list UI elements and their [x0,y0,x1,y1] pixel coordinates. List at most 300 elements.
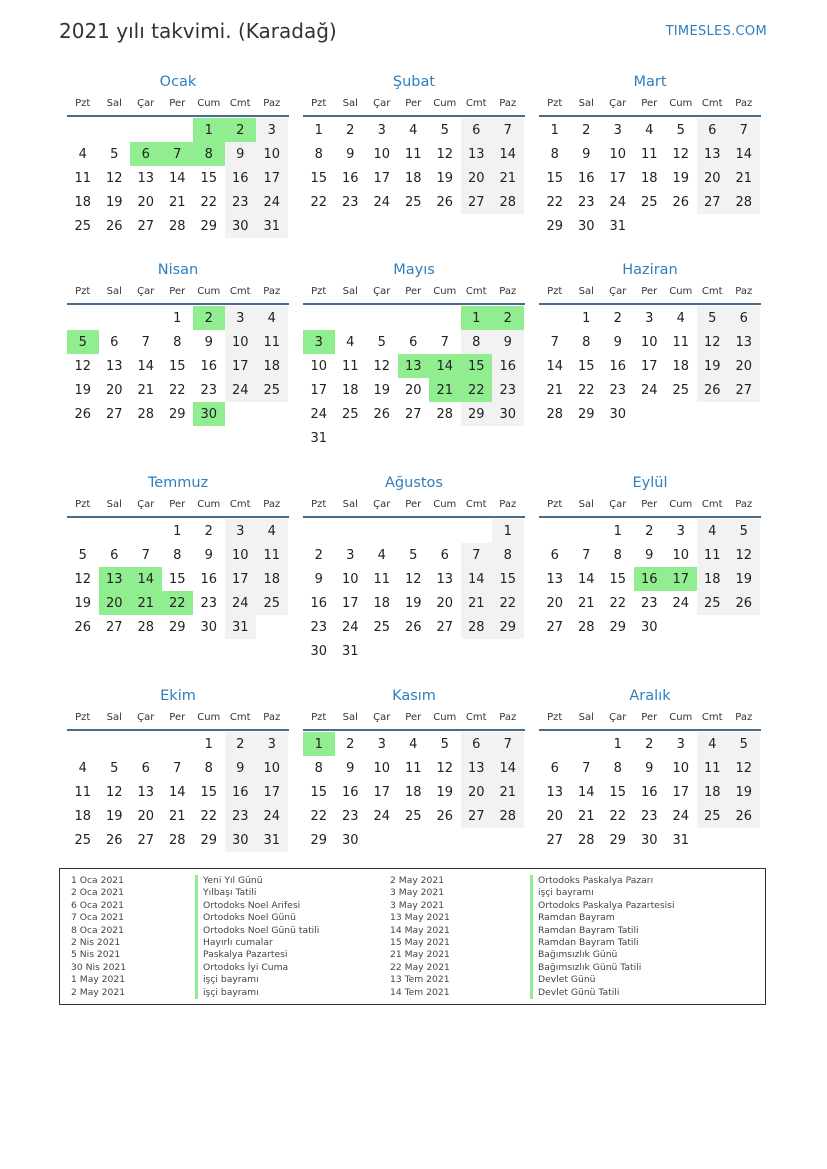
day-grid [67,732,289,852]
weekday-label: Sal [106,712,122,723]
day-cell: 7 [492,118,524,142]
day-cell: 16 [577,170,595,186]
day-cell: 4 [78,146,87,162]
weekday-label: Per [405,499,422,510]
day-cell: 1 [613,736,622,752]
day-cell: 25 [74,832,92,848]
day-cell: 23 [609,382,627,398]
holiday-day-cell: 2 [193,306,225,330]
day-cell: 24 [672,808,690,824]
day-cell: 7 [492,732,524,756]
weekday-label: Cmt [229,286,251,297]
day-cell: 26 [728,591,760,615]
weekday-label: Sal [342,499,358,510]
holiday-day-cell: 5 [67,330,99,354]
day-cell: 27 [546,832,564,848]
month-calendar [67,686,289,852]
legend-holiday-name: işçi bayramı [530,887,675,899]
day-cell: 30 [225,828,257,852]
empty-cell [335,306,367,330]
legend-holiday-name: Ortodoks Paskalya Pazartesisi [530,900,675,912]
day-cell: 13 [137,784,155,800]
day-cell: 14 [728,142,760,166]
day-cell: 7 [728,118,760,142]
day-cell: 12 [105,170,123,186]
holiday-day-cell: 14 [130,567,162,591]
day-cell: 8 [613,547,622,563]
day-cell: 10 [341,571,359,587]
day-cell: 15 [609,571,627,587]
legend-holiday-name: Ortodoks Noel Günü tatili [195,925,319,937]
day-cell: 1 [613,523,622,539]
day-cell: 16 [640,784,658,800]
day-cell: 2 [346,122,355,138]
day-cell: 17 [672,784,690,800]
day-cell: 29 [492,615,524,639]
day-cell: 5 [78,547,87,563]
day-cell: 13 [137,170,155,186]
day-cell: 13 [461,142,493,166]
day-cell: 30 [640,619,658,635]
day-cell: 8 [550,146,559,162]
day-cell: 6 [440,547,449,563]
day-cell: 25 [697,591,729,615]
holiday-day-cell: 20 [99,591,131,615]
weekday-header [539,281,761,305]
day-cell: 12 [404,571,422,587]
day-cell: 27 [728,378,760,402]
weekday-label: Cum [197,712,221,723]
day-cell: 22 [609,595,627,611]
day-cell: 3 [645,310,654,326]
empty-cell [539,732,571,756]
day-cell: 14 [492,756,524,780]
weekday-label: Çar [137,499,155,510]
empty-cell [130,732,162,756]
weekday-label: Per [169,98,186,109]
day-cell: 13 [728,330,760,354]
empty-cell [130,519,162,543]
day-cell: 10 [310,358,328,374]
day-cell: 18 [373,595,391,611]
day-cell: 23 [341,194,359,210]
day-cell: 19 [697,354,729,378]
holiday-day-cell: 1 [193,118,225,142]
day-cell: 10 [672,760,690,776]
day-cell: 18 [256,567,288,591]
day-cell: 19 [74,595,92,611]
weekday-label: Per [405,286,422,297]
day-cell: 6 [110,334,119,350]
day-cell: 31 [256,828,288,852]
legend-holiday-name: Ramdan Bayram Tatili [530,925,675,937]
day-cell: 18 [404,170,422,186]
day-cell: 14 [546,358,564,374]
month-name: Ekim [160,688,196,704]
weekday-label: Çar [373,712,391,723]
weekday-header [539,93,761,117]
day-cell: 31 [609,218,627,234]
day-cell: 16 [200,358,218,374]
empty-cell [429,306,461,330]
day-cell: 26 [105,218,123,234]
day-cell: 4 [645,122,654,138]
day-cell: 22 [609,808,627,824]
day-cell: 27 [137,832,155,848]
day-cell: 6 [461,118,493,142]
holiday-day-cell: 2 [492,306,524,330]
day-cell: 10 [256,756,288,780]
day-cell: 18 [74,808,92,824]
legend-holiday-name: Devlet Günü Tatili [530,987,675,999]
day-cell: 21 [492,166,524,190]
legend-holiday-date: 3 May 2021 [390,887,445,899]
weekday-label: Pzt [311,286,327,297]
day-cell: 10 [256,142,288,166]
day-cell: 2 [346,736,355,752]
day-cell: 30 [225,214,257,238]
day-cell: 25 [404,808,422,824]
day-cell: 30 [200,619,218,635]
day-cell: 7 [550,334,559,350]
day-cell: 28 [137,406,155,422]
day-cell: 9 [314,571,323,587]
day-cell: 12 [697,330,729,354]
weekday-label: Cmt [701,98,723,109]
holiday-day-cell: 1 [461,306,493,330]
day-cell: 25 [404,194,422,210]
weekday-label: Per [405,712,422,723]
holiday-day-cell: 2 [225,118,257,142]
day-cell: 3 [676,736,685,752]
weekday-label: Cum [669,286,693,297]
day-cell: 24 [609,194,627,210]
day-cell: 16 [225,780,257,804]
day-cell: 16 [200,571,218,587]
month-name: Ocak [159,74,197,90]
day-cell: 1 [173,523,182,539]
day-cell: 25 [373,619,391,635]
day-cell: 28 [168,218,186,234]
day-cell: 6 [550,547,559,563]
empty-cell [366,519,398,543]
day-cell: 13 [436,571,454,587]
day-cell: 9 [204,334,213,350]
day-cell: 4 [676,310,685,326]
day-cell: 8 [204,760,213,776]
day-cell: 5 [409,547,418,563]
legend-holiday-date: 2 May 2021 [390,875,445,886]
legend-holiday-name: Bağımsızlık Günü Tatili [530,962,675,974]
weekday-label: Pzt [75,712,91,723]
day-cell: 1 [492,519,524,543]
day-cell: 3 [346,547,355,563]
day-cell: 9 [492,330,524,354]
day-cell: 18 [640,170,658,186]
day-cell: 27 [404,406,422,422]
day-cell: 24 [256,804,288,828]
day-cell: 10 [609,146,627,162]
day-cell: 9 [225,142,257,166]
weekday-label: Cmt [229,98,251,109]
day-cell: 29 [546,218,564,234]
day-cell: 30 [577,218,595,234]
legend-holiday-date: 22 May 2021 [390,961,450,973]
day-cell: 22 [577,382,595,398]
empty-cell [539,306,571,330]
legend-holiday-date: 2 May 2021 [71,986,126,998]
day-cell: 11 [256,543,288,567]
empty-cell [99,306,131,330]
day-cell: 18 [341,382,359,398]
legend-holiday-name: Ramdan Bayram [530,912,675,924]
day-cell: 29 [609,619,627,635]
day-cell: 25 [256,378,288,402]
day-cell: 22 [168,382,186,398]
day-cell: 12 [74,571,92,587]
legend-holiday-date: 13 May 2021 [390,912,450,924]
day-cell: 1 [173,310,182,326]
weekday-label: Paz [735,499,753,510]
day-cell: 5 [110,760,119,776]
day-cell: 17 [225,354,257,378]
day-cell: 9 [346,146,355,162]
month-name: Mart [633,74,667,90]
day-cell: 5 [728,732,760,756]
day-cell: 22 [310,194,328,210]
day-cell: 26 [436,194,454,210]
legend-holiday-name: Ortodoks Noel Arifesi [195,900,319,912]
legend-holiday-name: Ramdan Bayram Tatili [530,937,675,949]
day-cell: 23 [640,595,658,611]
day-cell: 20 [461,166,493,190]
weekday-label: Çar [609,98,627,109]
weekday-header [539,494,761,518]
weekday-label: Cmt [465,286,487,297]
day-cell: 1 [204,736,213,752]
weekday-label: Sal [578,98,594,109]
weekday-label: Cmt [229,499,251,510]
day-cell: 23 [577,194,595,210]
month-calendar [539,473,761,639]
day-cell: 10 [640,334,658,350]
day-cell: 14 [168,784,186,800]
day-cell: 31 [310,430,328,446]
legend-dates-right [390,875,450,999]
weekday-label: Pzt [547,286,563,297]
day-cell: 22 [200,194,218,210]
day-cell: 23 [200,382,218,398]
day-cell: 28 [492,190,524,214]
day-cell: 12 [105,784,123,800]
day-cell: 11 [697,543,729,567]
day-cell: 9 [582,146,591,162]
day-cell: 1 [550,122,559,138]
day-cell: 4 [346,334,355,350]
day-cell: 29 [577,406,595,422]
day-cell: 9 [645,760,654,776]
day-cell: 8 [314,146,323,162]
day-cell: 13 [546,571,564,587]
weekday-label: Çar [609,712,627,723]
day-cell: 30 [640,832,658,848]
day-cell: 17 [256,780,288,804]
day-cell: 5 [110,146,119,162]
day-cell: 21 [137,382,155,398]
weekday-label: Pzt [75,499,91,510]
legend-holiday-name: Ortodoks Paskalya Pazarı [530,875,675,887]
weekday-label: Paz [263,98,281,109]
day-cell: 26 [373,406,391,422]
month-name: Nisan [157,262,199,278]
legend-holiday-name: Devlet Günü [530,974,675,986]
day-cell: 11 [672,334,690,350]
day-cell: 22 [200,808,218,824]
weekday-label: Cum [669,712,693,723]
empty-cell [67,118,99,142]
empty-cell [398,306,430,330]
day-cell: 20 [404,382,422,398]
day-cell: 15 [310,170,328,186]
day-cell: 11 [404,146,422,162]
empty-cell [335,519,367,543]
legend-holiday-date: 14 Tem 2021 [390,986,450,998]
day-cell: 10 [373,146,391,162]
day-cell: 17 [256,166,288,190]
month-name: Haziran [622,262,678,278]
day-cell: 30 [310,643,328,659]
day-cell: 17 [373,784,391,800]
empty-cell [67,519,99,543]
day-cell: 15 [168,358,186,374]
day-cell: 24 [373,808,391,824]
day-grid [303,519,525,663]
month-calendar [303,686,525,852]
weekday-header [67,707,289,731]
day-cell: 20 [728,354,760,378]
month-calendar [303,72,525,214]
legend-holiday-date: 2 Nis 2021 [71,936,121,948]
day-cell: 14 [577,784,595,800]
day-cell: 19 [436,784,454,800]
day-cell: 27 [105,406,123,422]
day-cell: 25 [74,218,92,234]
holiday-day-cell: 30 [193,402,225,426]
weekday-label: Pzt [311,712,327,723]
legend-holiday-date: 5 Nis 2021 [71,949,121,961]
day-cell: 21 [168,808,186,824]
day-cell: 11 [640,146,658,162]
day-cell: 3 [377,122,386,138]
month-calendar [303,260,525,450]
weekday-label: Paz [499,286,517,297]
day-cell: 14 [168,170,186,186]
day-cell: 24 [341,619,359,635]
day-cell: 12 [672,146,690,162]
weekday-label: Paz [263,286,281,297]
month-calendar [539,260,761,426]
weekday-label: Per [641,712,658,723]
day-cell: 4 [78,760,87,776]
day-cell: 30 [609,406,627,422]
month-name: Aralık [629,688,671,704]
holiday-day-cell: 22 [461,378,493,402]
weekday-label: Cum [669,98,693,109]
day-cell: 6 [697,118,729,142]
day-cell: 11 [74,784,92,800]
day-cell: 5 [728,519,760,543]
day-cell: 15 [609,784,627,800]
weekday-header [303,494,525,518]
day-cell: 15 [546,170,564,186]
month-calendar [539,72,761,238]
day-cell: 15 [200,170,218,186]
day-cell: 27 [697,190,729,214]
day-cell: 4 [697,519,729,543]
weekday-label: Cum [669,499,693,510]
day-cell: 21 [577,595,595,611]
day-cell: 22 [546,194,564,210]
day-cell: 2 [225,732,257,756]
day-cell: 18 [404,784,422,800]
day-cell: 18 [74,194,92,210]
weekday-label: Per [641,98,658,109]
empty-cell [99,519,131,543]
day-cell: 20 [137,194,155,210]
weekday-label: Sal [342,712,358,723]
day-grid [303,118,525,214]
weekday-header [67,281,289,305]
weekday-label: Pzt [75,286,91,297]
day-grid [67,118,289,238]
weekday-label: Cmt [465,712,487,723]
day-cell: 27 [546,619,564,635]
legend-dates-left [71,875,126,999]
day-cell: 8 [173,334,182,350]
day-cell: 3 [225,519,257,543]
weekday-label: Pzt [311,499,327,510]
legend-holiday-name: Yılbaşı Tatili [195,887,319,899]
legend-holiday-date: 21 May 2021 [390,949,450,961]
day-cell: 14 [137,358,155,374]
day-cell: 1 [582,310,591,326]
weekday-label: Per [641,286,658,297]
day-cell: 20 [461,780,493,804]
day-cell: 5 [697,306,729,330]
holiday-day-cell: 13 [99,567,131,591]
day-cell: 15 [577,358,595,374]
month-name: Ağustos [385,475,443,491]
empty-cell [303,306,335,330]
day-cell: 15 [200,784,218,800]
day-cell: 24 [373,194,391,210]
holiday-legend [59,868,766,1005]
day-cell: 4 [409,122,418,138]
weekday-label: Cmt [701,499,723,510]
day-cell: 9 [645,547,654,563]
month-name: Mayıs [393,262,435,278]
page-title: 2021 yılı takvimi. (Karadağ) [59,19,337,43]
brand-link[interactable]: TIMESLES.COM [665,24,767,39]
holiday-day-cell: 17 [665,567,697,591]
day-cell: 31 [672,832,690,848]
day-grid [303,732,525,852]
day-cell: 24 [672,595,690,611]
empty-cell [571,519,603,543]
day-grid [67,519,289,639]
day-cell: 17 [609,170,627,186]
month-calendar [67,473,289,639]
